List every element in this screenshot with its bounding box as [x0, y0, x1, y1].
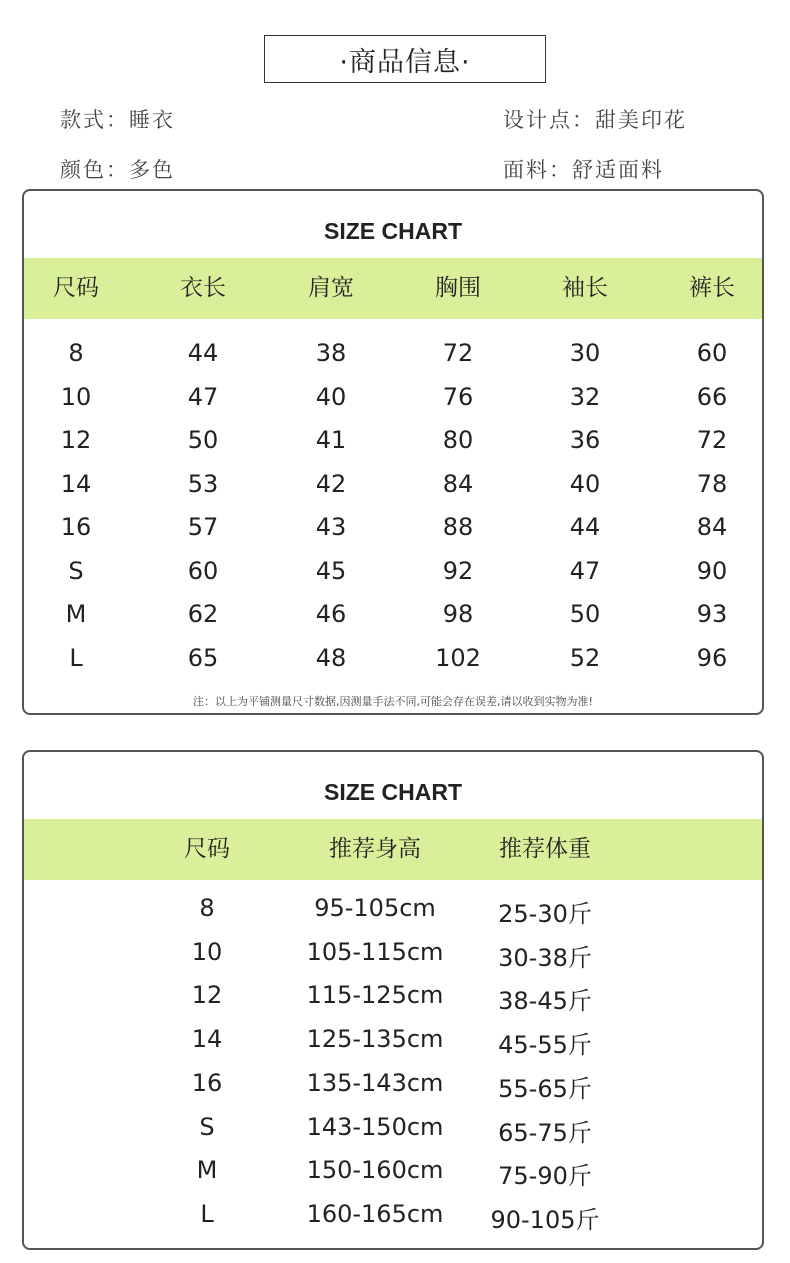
header-shoulder: 肩宽 [308, 275, 354, 301]
table-cell: 62 [187, 600, 219, 628]
table-cell: 50 [569, 600, 601, 628]
table-cell: 16 [60, 513, 92, 541]
table-cell: 135-143cm [306, 1068, 444, 1097]
table-cell: 66 [696, 382, 728, 411]
header-length: 衣长 [180, 275, 226, 301]
table-cell: 48 [315, 643, 347, 672]
table-cell: 72 [442, 339, 474, 367]
fabric-info: 面料：舒适面料 [503, 158, 664, 182]
style-info: 款式：睡衣 [60, 108, 175, 132]
table-cell: 65-75斤 [498, 1118, 592, 1147]
table-cell: S [199, 1112, 215, 1141]
table-cell: 14 [191, 1025, 223, 1054]
header-height: 推荐身高 [329, 836, 421, 862]
table-cell: 10 [191, 937, 223, 966]
header-size: 尺码 [53, 275, 99, 301]
table-cell: 53 [187, 469, 219, 498]
table-cell: 45 [315, 556, 347, 585]
table-cell: 32 [569, 382, 601, 411]
size-chart-header-row [24, 258, 762, 319]
table-cell: 102 [435, 643, 481, 672]
table-cell: 92 [442, 556, 474, 585]
table-cell: 40 [315, 382, 347, 411]
recommend-chart-card [22, 750, 764, 1250]
table-cell: 47 [569, 556, 601, 585]
table-cell: S [68, 556, 84, 585]
table-cell: 76 [442, 382, 474, 411]
table-cell: 8 [199, 894, 215, 922]
table-cell: L [200, 1199, 214, 1228]
table-cell: 36 [569, 426, 601, 454]
table-cell: 12 [191, 981, 223, 1010]
header-sleeve: 袖长 [562, 275, 608, 301]
table-cell: 84 [442, 469, 474, 498]
table-cell: 38 [315, 339, 347, 367]
recommend-chart-header-row [24, 819, 762, 880]
table-cell: 96 [696, 643, 728, 672]
size-chart-card [22, 189, 764, 715]
table-cell: M [65, 600, 87, 628]
table-cell: 115-125cm [306, 981, 444, 1010]
table-cell: 160-165cm [306, 1199, 444, 1228]
table-cell: 16 [191, 1068, 223, 1097]
table-cell: 50 [187, 426, 219, 454]
table-cell: 55-65斤 [498, 1074, 592, 1103]
design-info: 设计点：甜美印花 [503, 108, 687, 132]
table-cell: 90 [696, 556, 728, 585]
header-size: 尺码 [184, 836, 230, 862]
table-cell: 105-115cm [306, 937, 444, 966]
table-cell: 60 [187, 556, 219, 585]
table-cell: 30 [569, 339, 601, 367]
table-cell: 43 [315, 513, 347, 541]
color-info: 颜色：多色 [60, 158, 175, 182]
table-cell: 41 [315, 426, 347, 454]
page-title: ·商品信息· [264, 35, 546, 83]
table-cell: 52 [569, 643, 601, 672]
table-cell: 45-55斤 [498, 1031, 592, 1060]
table-cell: 98 [442, 600, 474, 628]
table-cell: 88 [442, 513, 474, 541]
size-chart-title: SIZE CHART [324, 218, 462, 244]
table-cell: 95-105cm [314, 894, 436, 922]
table-cell: 143-150cm [306, 1112, 444, 1141]
table-cell: 65 [187, 643, 219, 672]
table-cell: 84 [696, 513, 728, 541]
table-cell: 72 [696, 426, 728, 454]
table-cell: 42 [315, 469, 347, 498]
table-cell: 57 [187, 513, 219, 541]
table-cell: 90-105斤 [490, 1205, 600, 1234]
table-cell: 44 [569, 513, 601, 541]
table-cell: 40 [569, 469, 601, 498]
table-cell: 38-45斤 [498, 987, 592, 1016]
table-cell: 8 [68, 339, 84, 367]
header-chest: 胸围 [435, 275, 481, 301]
header-weight: 推荐体重 [499, 836, 591, 862]
table-cell: 80 [442, 426, 474, 454]
header-pants: 裤长 [689, 275, 735, 301]
table-cell: 12 [60, 426, 92, 454]
table-cell: 47 [187, 382, 219, 411]
measurement-note: 注：以上为平铺测量尺寸数据,因测量手法不同,可能会存在误差,请以收到实物为准! [193, 695, 593, 708]
table-cell: 30-38斤 [498, 943, 592, 972]
table-cell: 14 [60, 469, 92, 498]
table-cell: 46 [315, 600, 347, 628]
table-cell: L [69, 643, 83, 672]
recommend-chart-title: SIZE CHART [324, 779, 462, 805]
table-cell: 93 [696, 600, 728, 628]
table-cell: 78 [696, 469, 728, 498]
table-cell: 125-135cm [306, 1025, 444, 1054]
table-cell: 44 [187, 339, 219, 367]
table-cell: 25-30斤 [498, 900, 592, 928]
table-cell: 150-160cm [306, 1156, 444, 1185]
table-cell: M [196, 1156, 218, 1185]
table-cell: 10 [60, 382, 92, 411]
table-cell: 60 [696, 339, 728, 367]
table-cell: 75-90斤 [498, 1162, 592, 1191]
